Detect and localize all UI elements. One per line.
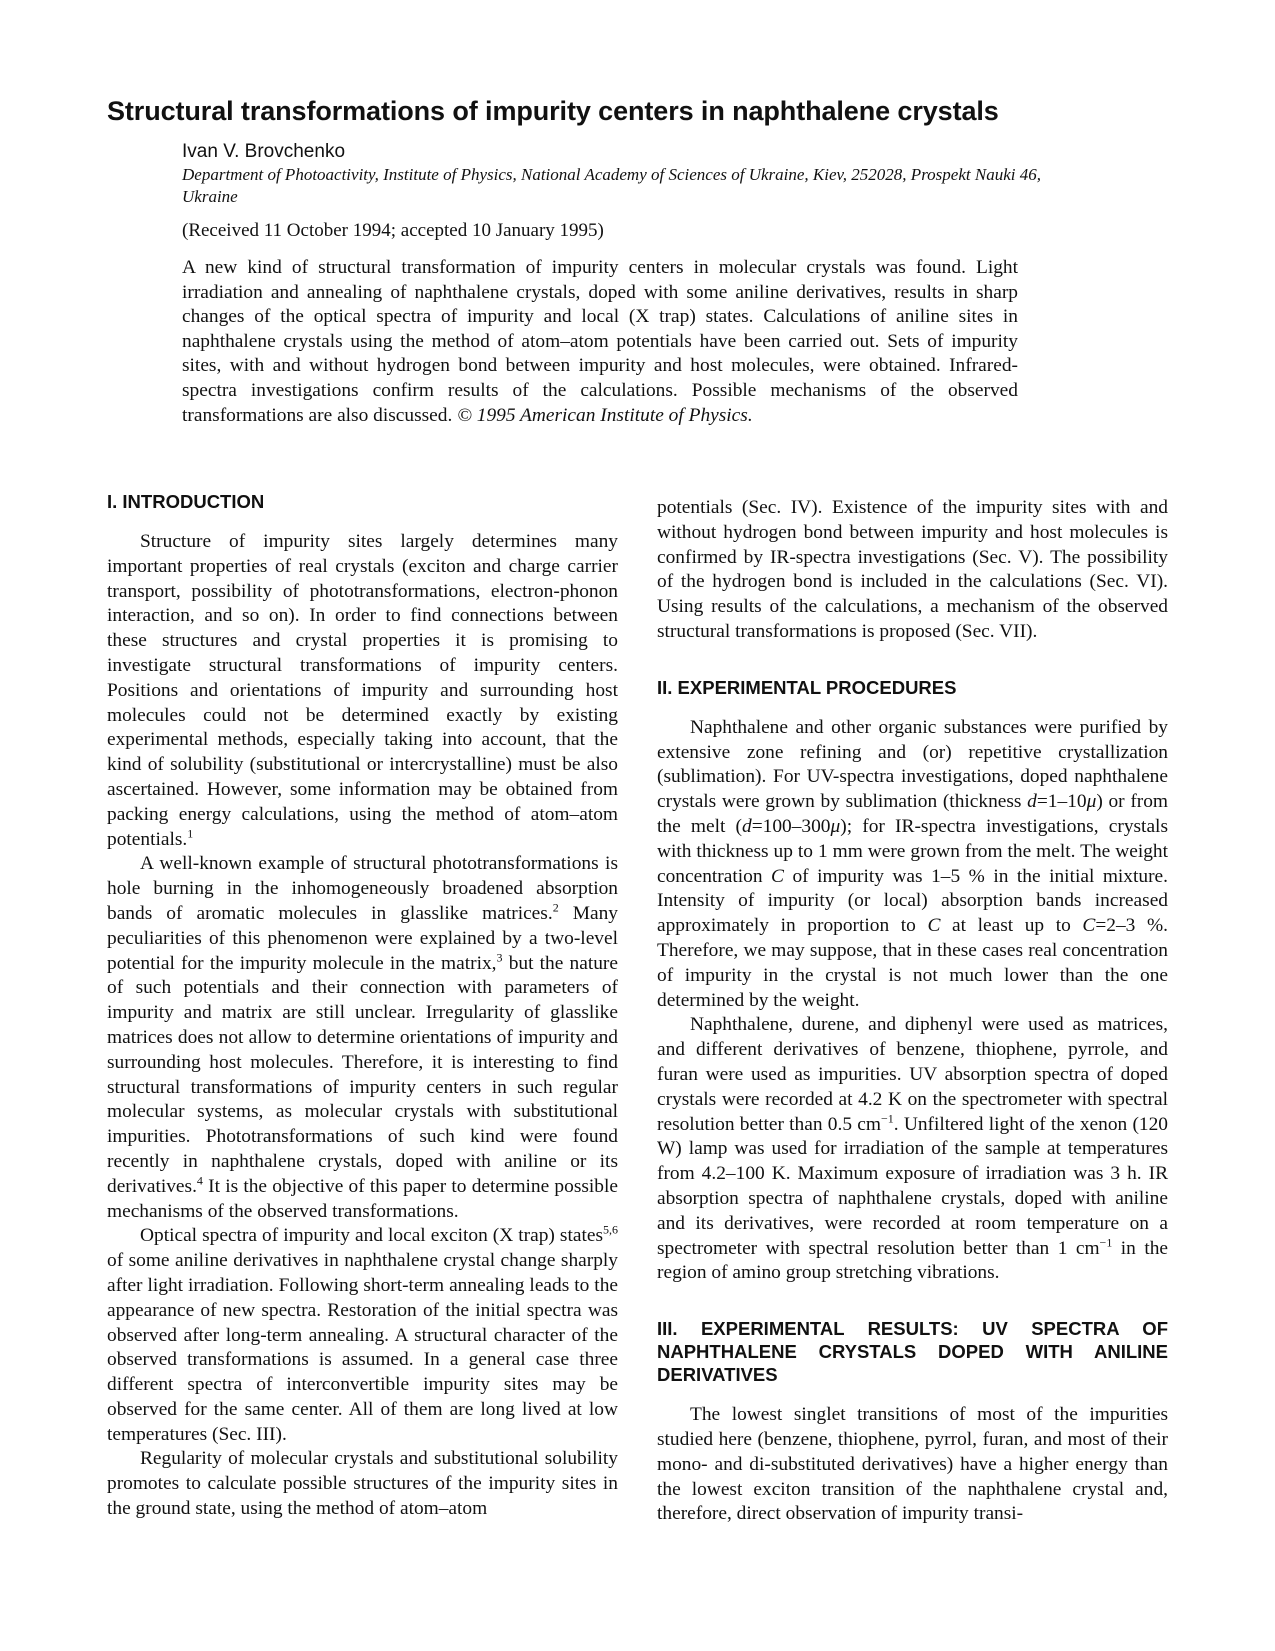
left-column [107, 490, 618, 1522]
received-dates: (Received 11 October 1994; accepted 10 January 1995) [182, 220, 604, 241]
abstract [182, 256, 1018, 428]
experimental-paragraph-1: Naphthalene and other organic substances were purified by extensive zone refining and (or) repetitive crystallization (sublimation). For UV-spectra investigations, doped naphthalene crystals were grown by sublimation (thickness d=1–10μ) or from the melt (d=100–300μ); for IR-spectra investigations, crystals with thickness up to 1 mm were grown from the melt. The weight concentration C of impurity was 1–5 % in the initial mixture. Intensity of impurity (or local) absorption bands increased approximately in proportion to C at least up to C=2–3 %. Therefore, we may suppose, that in these cases real concentration of impurity in the crystal is not much lower than the one determined by the weight. [657, 716, 1169, 1011]
experimental-paragraph-2: Naphthalene, durene, and diphenyl were used as matrices, and different derivatives of benzene, thiophene, pyrrole, and furan were used as impurities. UV absorption spectra of doped crystals were recorded at 4.2 K on the spectrometer with spectral resolution better than 0.5 $cm^{-1}$. Unfiltered light of the xenon (120 W) lamp was used for irradiation of the sample at temperatures from 4.2–100 K. Maximum exposure of irradiation was 3 h. IR absorption spectra of naphthalene crystals, doped with aniline and its derivatives, were recorded at room temperature on a spectrometer with spectral resolution better than 1 $cm^{-1}$ in the region of amino group stretching vibrations. [657, 1014, 1169, 1284]
intro-paragraph-4: Regularity of molecular crystals and substitutional solubility promotes to calculate possible structures of the impurity sites in the ground state, using the method of atom–atom [107, 1448, 618, 1520]
paper-title: Structural transformations of impurity centers in naphthalene crystals [107, 96, 999, 126]
intro-paragraph-3: Optical spectra of impurity and local exciton (X trap) states$^{5,6}$ of some aniline derivatives in naphthalene crystal change sharply after light irradiation. Following short-term annealing leads to the appearance of new spectra. Restoration of the initial spectra was observed after long-term annealing. A structural character of the observed transformations is assumed. In a general case three different spectra of interconvertible impurity sites may be observed for the same center. All of them are long lived at low temperatures (Sec. III). [107, 1222, 618, 1445]
results-paragraph-1: The lowest singlet transitions of most of the impurities studied here (benzene, thiophene, pyrrol, furan, and most of their mono- and di-substituted derivatives) have a higher energy than the lowest exciton transition of the naphthalene crystal and, therefore, direct observation of impurity transi- [657, 1404, 1168, 1525]
reference-marker: 4 [196, 1173, 203, 1188]
copyright-notice: © 1995 American Institute of Physics. [457, 404, 753, 426]
reference-marker: 1 [187, 826, 194, 841]
section-heading-introduction: I. INTRODUCTION [107, 491, 265, 512]
reference-marker: 3 [496, 950, 503, 965]
author-affiliation: Department of Photoactivity, Institute of Physics, National Academy of Sciences of Ukraine, Kiev, 252028, Prospekt Nauki 46, Ukraine [182, 165, 1041, 206]
author-name: Ivan V. Brovchenko [182, 141, 346, 162]
reference-marker: 5,6 [603, 1222, 618, 1237]
intro-paragraph-1: Structure of impurity sites largely determines many important properties of real crystals (exciton and charge carrier transport, possibility of phototransformations, electron-phonon interaction, and so on). In order to find connections between these structures and crystal properties it is promising to investigate structural transformations of impurity centers. Positions and orientations of impurity and surrounding host molecules could not be determined exactly by existing experimental methods, especially taking into account, that the kind of solubility (substitutional or intercrystalline) must be also ascertained. However, some information may be obtained from packing energy calculations, using the method of atom–atom potentials.$^1$ [107, 531, 618, 850]
intro-paragraph-2: A well-known example of structural phototransformations is hole burning in the inhomogeneously broadened absorption bands of aromatic molecules in glasslike matrices.$^2$ Many peculiarities of this phenomenon were explained by a two-level potential for the impurity molecule in the matrix,$^3$ but the nature of such potentials and their connection with parameters of impurity and matrix are still unclear. Irregularity of glasslike matrices does not allow to determine orientations of impurity and surrounding host molecules. Therefore, it is interesting to find structural transformations of impurity centers in such regular molecular systems, as molecular crystals with substitutional impurities. Phototransformations of such kind were found recently in naphthalene crystals, doped with aniline or its derivatives.$^4$ It is the objective of this paper to determine possible mechanisms of the observed transformations. [107, 853, 618, 1222]
intro-paragraph-4-continued: potentials (Sec. IV). Existence of the impurity sites with and without hydrogen bond between impurity and host molecules is confirmed by IR-spectra investigations (Sec. V). The possibility of the hydrogen bond is included in the calculations (Sec. VI). Using results of the calculations, a mechanism of the observed structural transformations is proposed (Sec. VII). [657, 497, 1168, 642]
abstract-text: A new kind of structural transformation of impurity centers in molecular crystals was found. Light irradiation and annealing of naphthalene crystals, doped with some aniline derivatives, results in sharp changes of the optical spectra of impurity and local (X trap) states. Calculations of aniline sites in naphthalene crystals using the method of atom–atom potentials have been carried out. Sets of impurity sites, with and without hydrogen bond between impurity and host molecules, were obtained. Infrared-spectra investigations confirm results of the calculations. Possible mechanisms of the observed transformations are also discussed. [182, 257, 1018, 426]
section-heading-results: III. EXPERIMENTAL RESULTS: UV SPECTRA OF NAPHTHALENE CRYSTALS DOPED WITH ANILINE DERIVATIVES [657, 1318, 1168, 1386]
right-column [657, 496, 1168, 1527]
section-heading-experimental: II. EXPERIMENTAL PROCEDURES [657, 676, 957, 698]
reference-marker: 2 [552, 900, 559, 915]
